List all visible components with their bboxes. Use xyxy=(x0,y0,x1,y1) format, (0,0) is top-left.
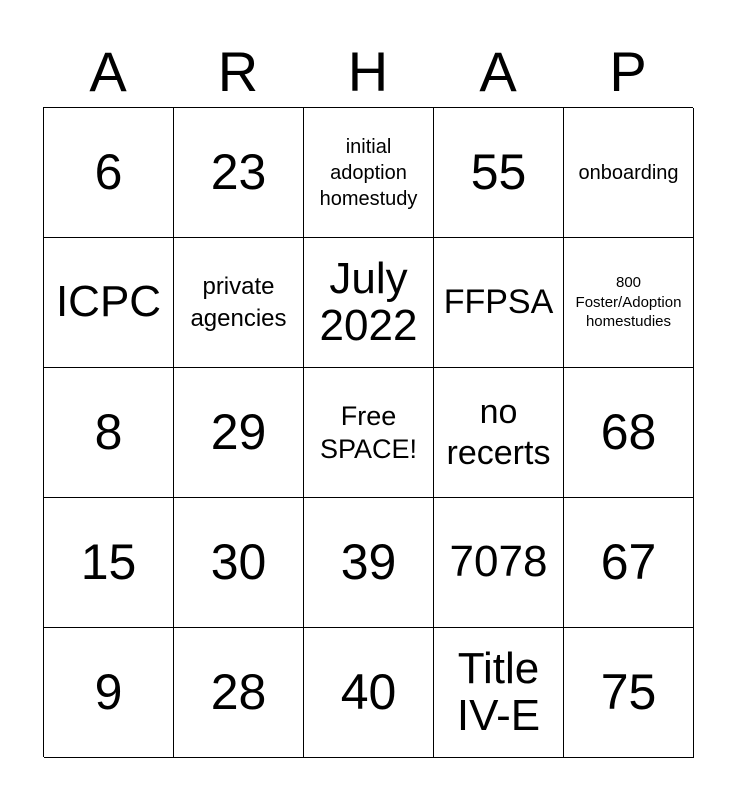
header-letter-5: P xyxy=(609,40,647,103)
cell-text: 28 xyxy=(210,663,267,720)
bingo-cell-r5c5[interactable] xyxy=(564,628,694,758)
bingo-header xyxy=(43,40,693,104)
bingo-cell-r1c3[interactable] xyxy=(304,108,434,238)
bingo-cell-r1c2[interactable] xyxy=(174,108,304,238)
cell-text: no recerts xyxy=(446,392,551,472)
bingo-cell-r1c4[interactable] xyxy=(434,108,564,238)
bingo-cell-r5c3[interactable] xyxy=(304,628,434,758)
bingo-cell-r2c5[interactable] xyxy=(564,238,694,368)
cell-text: 75 xyxy=(600,663,657,720)
bingo-cell-free-space[interactable] xyxy=(304,368,434,498)
cell-text: 6 xyxy=(94,143,123,200)
cell-text: 39 xyxy=(340,533,397,590)
cell-text: 9 xyxy=(94,663,123,720)
bingo-cell-r4c5[interactable] xyxy=(564,498,694,628)
cell-text: 68 xyxy=(600,403,657,460)
bingo-cell-r4c4[interactable] xyxy=(434,498,564,628)
cell-text: 23 xyxy=(210,143,267,200)
cell-text: 30 xyxy=(210,533,267,590)
cell-text: onboarding xyxy=(578,161,679,184)
header-letter-1: A xyxy=(89,40,127,103)
cell-text: 40 xyxy=(340,663,397,720)
bingo-cell-r2c4[interactable] xyxy=(434,238,564,368)
cell-text: 15 xyxy=(80,533,137,590)
header-letter-4: A xyxy=(479,40,517,103)
cell-text: FFPSA xyxy=(443,283,554,322)
bingo-cell-r5c2[interactable] xyxy=(174,628,304,758)
cell-text: Title IV-E xyxy=(456,644,541,740)
bingo-cell-r3c4[interactable] xyxy=(434,368,564,498)
bingo-cell-r1c1[interactable] xyxy=(44,108,174,238)
cell-text: 29 xyxy=(210,403,267,460)
bingo-board xyxy=(43,107,693,757)
bingo-cell-r4c2[interactable] xyxy=(174,498,304,628)
bingo-cell-r4c1[interactable] xyxy=(44,498,174,628)
bingo-cell-r1c5[interactable] xyxy=(564,108,694,238)
bingo-cell-r2c3[interactable] xyxy=(304,238,434,368)
bingo-cell-r2c2[interactable] xyxy=(174,238,304,368)
cell-text: Free SPACE! xyxy=(319,400,418,464)
bingo-cell-r3c5[interactable] xyxy=(564,368,694,498)
cell-text: private agencies xyxy=(190,273,287,332)
cell-text: 7078 xyxy=(449,537,548,587)
bingo-cell-r4c3[interactable] xyxy=(304,498,434,628)
header-letter-3: H xyxy=(347,40,389,103)
bingo-cell-r2c1[interactable] xyxy=(44,238,174,368)
bingo-cell-r5c1[interactable] xyxy=(44,628,174,758)
bingo-cell-r3c2[interactable] xyxy=(174,368,304,498)
bingo-cell-r5c4[interactable] xyxy=(434,628,564,758)
cell-text: 800 Foster/Adoption homestudies xyxy=(575,274,682,331)
header-letter-2: R xyxy=(217,40,259,103)
cell-text: initial adoption homestudy xyxy=(319,135,418,210)
cell-text: 8 xyxy=(94,403,123,460)
cell-text: July 2022 xyxy=(319,254,418,350)
cell-text: ICPC xyxy=(55,277,162,327)
bingo-cell-r3c1[interactable] xyxy=(44,368,174,498)
cell-text: 67 xyxy=(600,533,657,590)
cell-text: 55 xyxy=(470,143,527,200)
